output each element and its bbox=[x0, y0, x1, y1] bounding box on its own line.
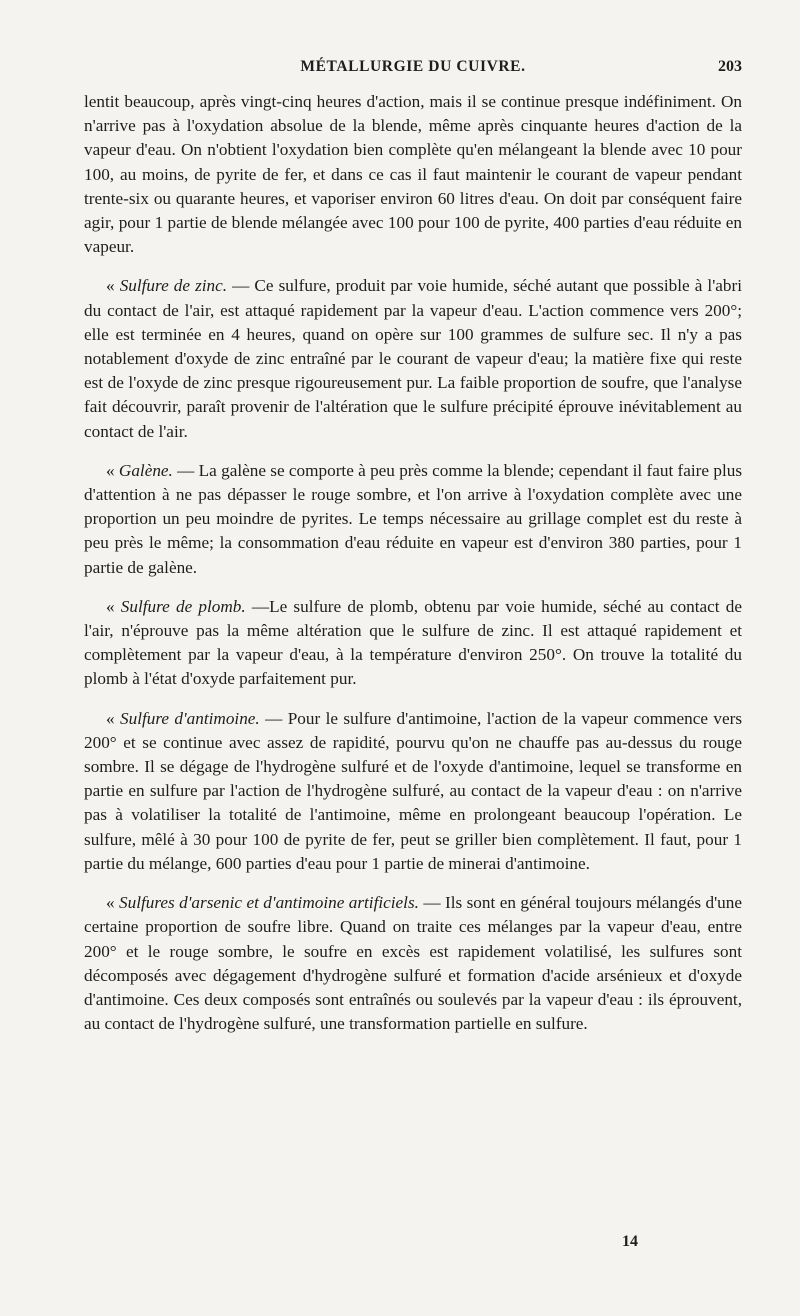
paragraph-sulfure-d-antimoine: « Sulfure d'antimoine. — Pour le sulfure d'antimoine, l'action de la vapeur commence vers 200° et se continue avec assez de rapidité, pourvu qu'on ne chauffe pas au-dessus du rouge sombre. Il se dégage de l'hydrogène sulfuré et de l'oxyde d'antimoine, lequel se transforme en partie en sulfure par l'action de l'hydrogène sulfuré, au contact de la vapeur d'eau : on n'arrive pas à volatiliser la totalité de l'antimoine, même en prolongeant beaucoup l'opération. Le sulfure, mêlé à 30 pour 100 de pyrite de fer, peut se griller bien complètement. Il faut, pour 1 partie du mélange, 600 parties d'eau pour 1 partie de minerai d'antimoine. bbox=[84, 708, 743, 873]
page-header bbox=[84, 58, 742, 84]
paragraph-sulfure-de-zinc: « Sulfure de zinc. — Ce sulfure, produit par voie humide, séché autant que possible à l'abri du contact de l'air, est attaqué rapidement par la vapeur d'eau. L'action commence vers 200°; elle est terminée en 4 heures, quand on opère sur 100 grammes de sulfure sec. Il n'y a pas notablement d'oxyde de zinc entraîné par le courant de vapeur d'eau; la matière fixe qui reste est de l'oxyde de zinc presque rigoureusement pur. La faible proportion de soufre, que l'analyse fait découvrir, paraît provenir de l'altération que le sulfure précipité éprouve inévitablement au contact de l'air. bbox=[84, 276, 743, 441]
paragraph-heading: Sulfure de zinc. bbox=[119, 276, 228, 296]
paragraph-sulfures-arsenic-antimoine: « Sulfures d'arsenic et d'antimoine artificiels. — Ils sont en général toujours mélangés d'une certaine proportion de soufre libre. Quand on traite ces mélanges par la vapeur d'eau, entre 200° et le rouge sombre, le soufre en excès est rapidement volatilisé, les sulfures sont décomposés avec dégagement d'hydrogène sulfuré et formation d'acide arsénieux et d'oxyde d'antimoine. Ces deux composés sont entraînés ou soulevés par la vapeur d'eau : ils éprouvent, au contact de l'hydrogène sulfuré, une transformation partielle en sulfure. bbox=[84, 893, 742, 1034]
running-title: MÉTALLURGIE DU CUIVRE. bbox=[300, 58, 526, 75]
paragraph-heading: Sulfure de plomb. bbox=[120, 596, 246, 616]
paragraph-heading: Sulfure d'antimoine. bbox=[120, 708, 260, 728]
page-number: 203 bbox=[718, 58, 742, 75]
paragraph-heading: Sulfures d'arsenic et d'antimoine artificiels. bbox=[119, 893, 419, 913]
paragraph-continuation: lentit beaucoup, après vingt-cinq heures d'action, mais il se continue presque indéfiniment. On n'arrive pas à l'oxydation absolue de la blende, même après cinquante heures d'action de la vapeur d'eau. On n'obtient l'oxydation bien complète qu'en mélangeant la blende avec 10 pour 100, au moins, de pyrite de fer, et dans ce cas il faut maintenir le courant de vapeur pendant trente-six ou quarante heures, et vaporiser environ 60 litres d'eau. On doit par conséquent faire agir, pour 1 partie de blende mélangée avec 100 pour 100 de pyrite, 400 parties d'eau réduite en vapeur. bbox=[84, 92, 742, 257]
paragraph-heading: Galène. bbox=[118, 460, 173, 480]
paragraph-galene: « Galène. — La galène se comporte à peu près comme la blende; cependant il faut faire plus d'attention à ne pas dépasser le rouge sombre, et l'on arrive à l'oxydation complète avec une proportion un peu moindre de pyrites. Le temps nécessaire au grillage complet est du reste à peu près le même; la consommation d'eau réduite en vapeur est d'environ 380 parties, pour 1 partie de galène. bbox=[84, 460, 743, 577]
paragraph-sulfure-de-plomb: « Sulfure de plomb. —Le sulfure de plomb, obtenu par voie humide, séché au contact de l'air, n'éprouve pas la même altération que le sulfure de zinc. Il est attaqué rapidement et complètement par la vapeur d'eau, à la température d'environ 250°. On trouve la totalité du plomb à l'état d'oxyde parfaitement pur. bbox=[84, 596, 742, 689]
signature-mark: 14 bbox=[622, 1233, 638, 1250]
